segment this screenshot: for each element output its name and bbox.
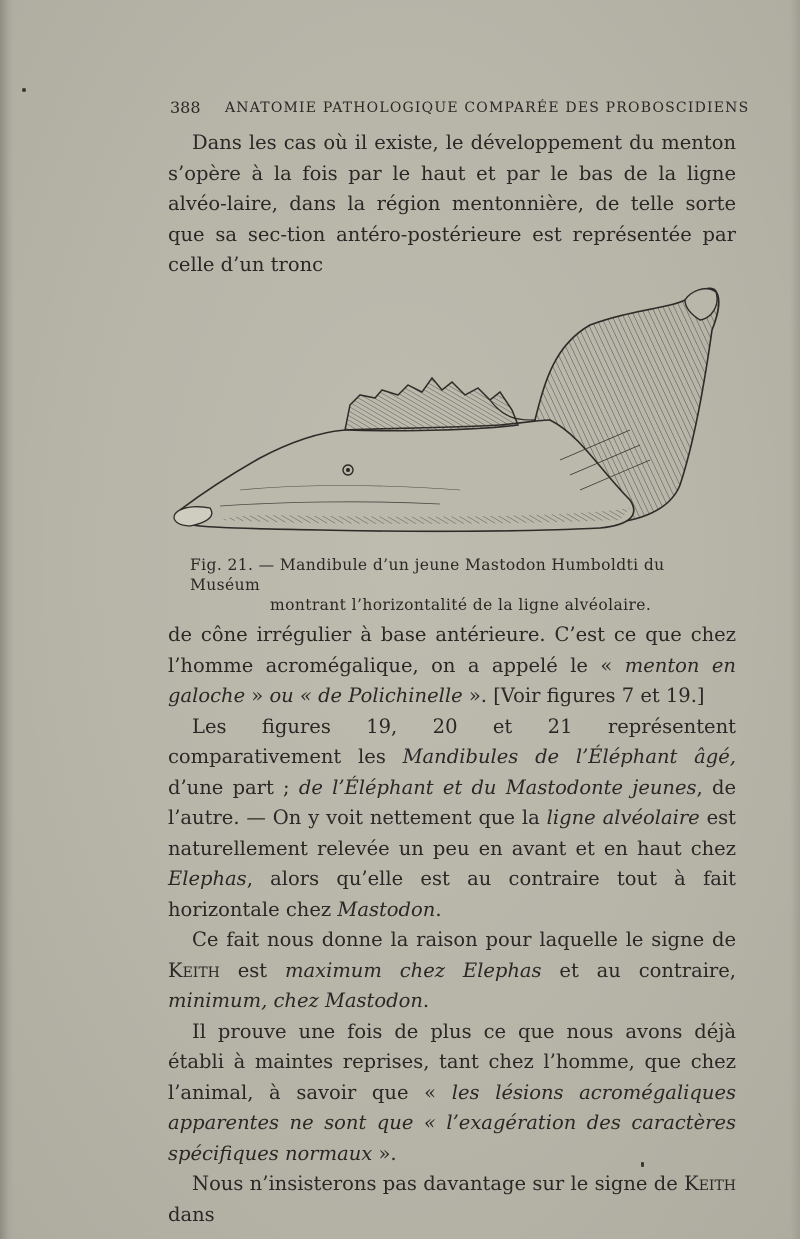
text-block-main	[168, 620, 736, 1230]
caption-line-2: montrant l’horizontalité de la ligne alvéolaire.	[270, 596, 652, 614]
page-number: 388	[170, 98, 201, 117]
page-gutter-shadow	[0, 0, 14, 1239]
paragraph-5: Il prouve une fois de plus ce que nous avons déjà établi à maintes reprises, tant chez l’homme, que chez l’animal, à savoir que « les lésions acromégaliques apparentes ne sont que « l’exagération des caractères spécifiques normaux ».	[168, 1019, 736, 1165]
paragraph-1: Dans les cas où il existe, le développement du menton s’opère à la fois par le haut et par le bas de la ligne alvéo-laire, dans la région mentonnière, de telle sorte que sa sec-tion antéro-postérieure est représentée par celle d’un tronc	[168, 131, 736, 276]
mandible-engraving-icon	[160, 270, 735, 545]
paragraph-2: de cône irrégulier à base antérieure. C’est ce que chez l’homme acromégalique, on a appelé le « menton en galoche » ou « de Polichinelle ». [Voir figures 7 et 19.]	[168, 623, 736, 707]
mandible-figure	[160, 270, 735, 545]
page-edge-shadow	[790, 0, 800, 1239]
figure-caption	[190, 555, 720, 615]
ink-speck	[22, 88, 26, 92]
ink-speck	[641, 1162, 644, 1167]
paragraph-3: Les figures 19, 20 et 21 représentent comparativement les Mandibules de l’Éléphant âgé, d’une part ; de l’Éléphant et du Mastodonte jeunes, de l’autre. — On y voit nettement que la ligne alvéolaire est naturellement relevée un peu en avant et en haut chez Elephas, alors qu’elle est au contraire tout à fait horizontale chez Mastodon.	[168, 714, 736, 921]
running-header	[170, 98, 750, 120]
text-block-top	[168, 128, 736, 281]
paragraph-4: Ce fait nous donne la raison pour laquelle le signe de Keith est maximum chez Elephas et au contraire, minimum, chez Mastodon.	[168, 928, 736, 1012]
paragraph-6: Nous n’insisterons pas davantage sur le signe de Keith dans	[168, 1172, 736, 1226]
running-title: ANATOMIE PATHOLOGIQUE COMPARÉE DES PROBOSCIDIENS	[225, 100, 750, 116]
caption-line-1: Fig. 21. — Mandibule d’un jeune Mastodon Humboldti du Muséum	[190, 556, 665, 594]
